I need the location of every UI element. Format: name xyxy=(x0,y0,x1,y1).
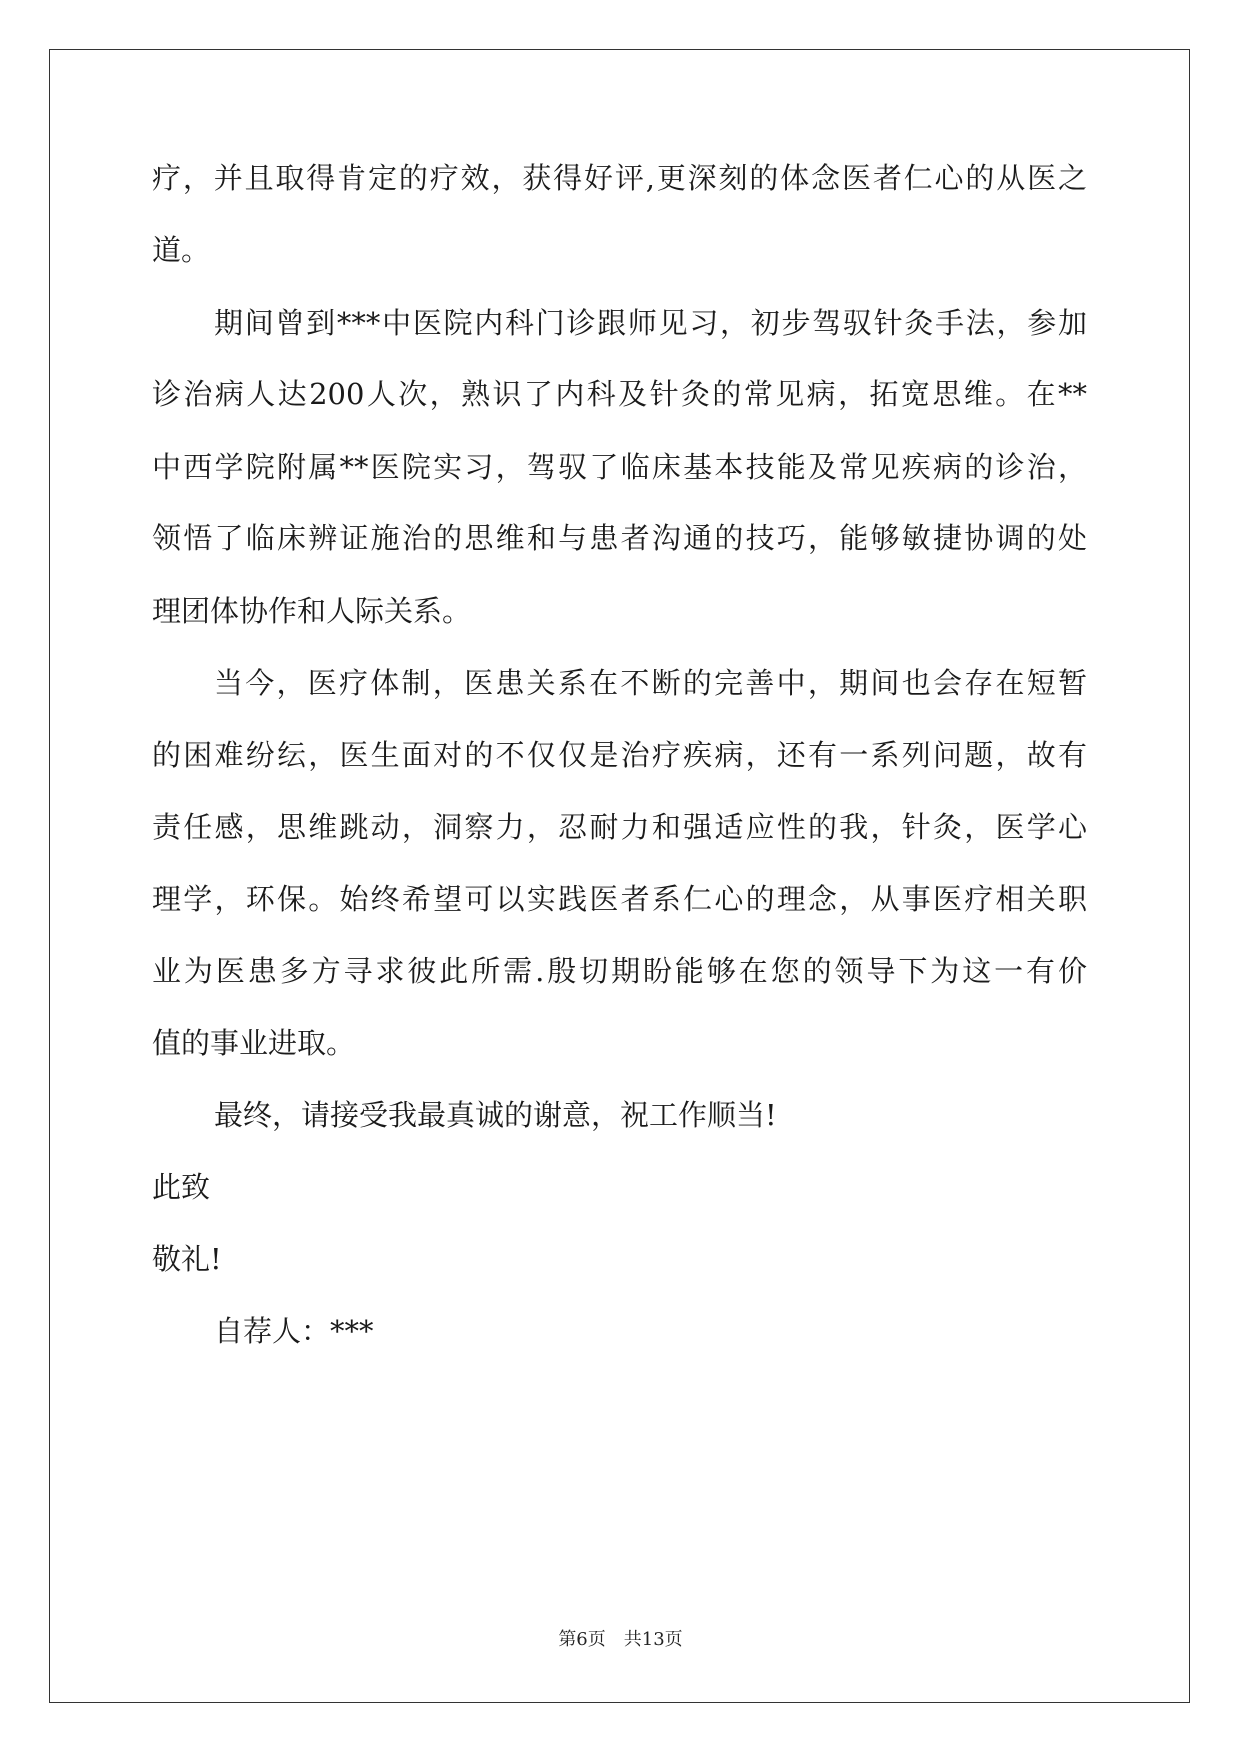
signature: 自荐人：*** xyxy=(214,1314,374,1348)
page-number: 第6页 共13页 xyxy=(558,1629,683,1650)
paragraph-first-line: 当今，医疗体制，医患关系在不断的完善中，期间也会存在短暂 xyxy=(214,666,1087,700)
text-line: 业为医患多方寻求彼此所需.殷切期盼能够在您的领导下为这一有价 xyxy=(152,954,1087,988)
text-line: 值的事业进取。 xyxy=(152,1026,356,1060)
salutation-regards: 敬礼! xyxy=(152,1242,222,1276)
text-line: 领悟了临床辨证施治的思维和与患者沟通的技巧，能够敏捷协调的处 xyxy=(152,521,1087,555)
closing-wish: 最终，请接受我最真诚的谢意，祝工作顺当! xyxy=(214,1098,777,1132)
page-border xyxy=(49,49,1190,1703)
text-line: 责任感，思维跳动，洞察力，忍耐力和强适应性的我，针灸，医学心 xyxy=(152,810,1087,844)
salutation-to: 此致 xyxy=(152,1170,211,1204)
text-line: 的困难纷纭，医生面对的不仅仅是治疗疾病，还有一系列问题，故有 xyxy=(152,738,1087,772)
text-line: 疗，并且取得肯定的疗效，获得好评,更深刻的体念医者仁心的从医之 xyxy=(152,161,1087,195)
text-line: 理学，环保。始终希望可以实践医者系仁心的理念，从事医疗相关职 xyxy=(152,882,1087,916)
page-footer xyxy=(0,1628,1241,1652)
text-line: 中西学院附属**医院实习，驾驭了临床基本技能及常见疾病的诊治， xyxy=(152,450,1087,484)
text-line: 理团体协作和人际关系。 xyxy=(152,594,472,628)
text-line: 道。 xyxy=(152,233,211,267)
paragraph-first-line: 期间曾到***中医院内科门诊跟师见习，初步驾驭针灸手法，参加 xyxy=(214,306,1087,340)
text-line: 诊治病人达200人次，熟识了内科及针灸的常见病，拓宽思维。在** xyxy=(152,377,1087,411)
